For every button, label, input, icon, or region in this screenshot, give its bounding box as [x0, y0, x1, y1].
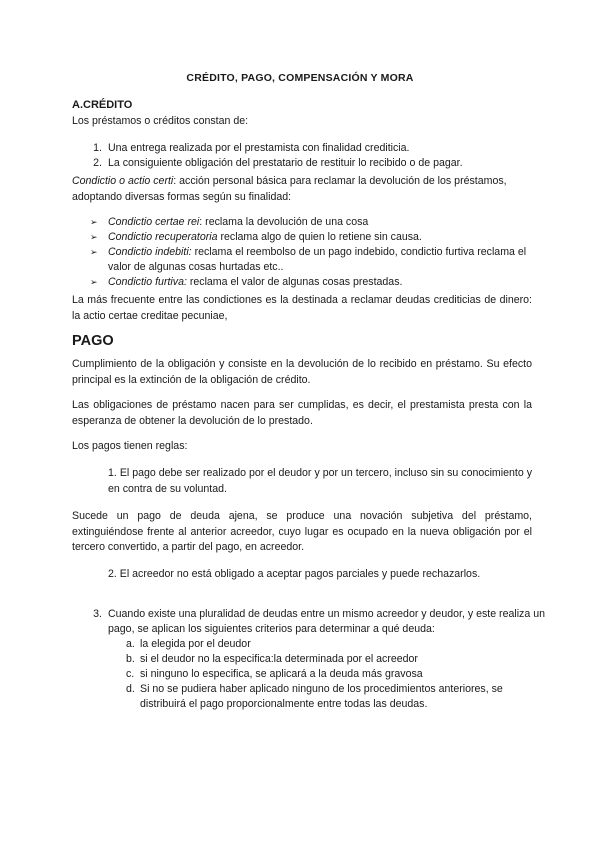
document-title: CRÉDITO, PAGO, COMPENSACIÓN Y MORA — [186, 72, 414, 84]
bullet-text: reclama algo de quien lo retiene sin causa. — [217, 230, 422, 243]
criteria-item — [126, 637, 532, 653]
criteria-letter: c. — [126, 667, 135, 680]
pago-paragraph-3: Los pagos tienen reglas: — [72, 440, 188, 452]
bullet-item — [90, 230, 530, 246]
list-number: 1. — [93, 141, 102, 154]
list-number: 3. — [93, 607, 102, 620]
arrow-bullet-icon: ➢ — [90, 216, 98, 227]
section-heading-credito: A.CRÉDITO — [72, 99, 133, 111]
condictio-paragraph — [72, 174, 532, 205]
bullet-text: : reclama la devolución de una cosa — [199, 215, 369, 228]
rule-3 — [84, 607, 556, 638]
criteria-item — [126, 667, 532, 683]
arrow-bullet-icon: ➢ — [90, 246, 98, 257]
pago-paragraph-2: Las obligaciones de préstamo nacen para ser cumplidas, es decir, el prestamista presta con la esperanza de obtener la devolución de lo prestado. — [72, 399, 532, 427]
list-item-text: Una entrega realizada por el prestamista con finalidad crediticia. — [108, 141, 410, 154]
criteria-letter: a. — [126, 637, 135, 650]
criteria-text: si el deudor no la especifica:la determinada por el acreedor — [140, 652, 418, 665]
credito-closing: La más frecuente entre las condictiones es la destinada a reclamar deudas crediticias de dinero: la actio certae creditae pecuniae, — [72, 294, 532, 322]
bullet-item — [90, 275, 530, 291]
criteria-item — [126, 652, 532, 668]
condictio-text: : acción personal básica para reclamar la devolución de los préstamos, adoptando diversas formas según su finalidad: — [72, 175, 507, 203]
criteria-text: Si no se pudiera haber aplicado ninguno de los procedimientos anteriores, se distribuirá el pago proporcionalmente entre todas las deudas. — [140, 682, 503, 711]
list-item-text: La consiguiente obligación del prestatario de restituir lo recibido o de pagar. — [108, 156, 463, 169]
pago-paragraph-1: Cumplimiento de la obligación y consiste en la devolución de lo recibido en préstamo. Su efecto principal es la extinción de la obligación de crédito. — [72, 358, 532, 386]
list-number: 2. — [93, 156, 102, 169]
rule-2: 2. El acreedor no está obligado a aceptar pagos parciales y puede rechazarlos. — [108, 568, 481, 580]
bullet-item — [90, 245, 548, 276]
criteria-text: la elegida por el deudor — [140, 637, 251, 650]
bullet-term: Condictio recuperatoria — [108, 230, 218, 243]
arrow-bullet-icon: ➢ — [90, 276, 98, 287]
bullet-text: reclama el reembolso de un pago indebido, condictio furtiva reclama el valor de algunas cosas hurtadas etc.. — [108, 245, 527, 274]
list-item — [84, 156, 544, 172]
criteria-letter: b. — [126, 652, 135, 665]
bullet-text: reclama el valor de algunas cosas prestadas. — [186, 275, 403, 288]
section-heading-pago: PAGO — [72, 333, 114, 349]
criteria-item — [126, 682, 546, 713]
list-item — [84, 141, 544, 157]
rule-3-text: Cuando existe una pluralidad de deudas entre un mismo acreedor y deudor, y este realiza un pago, se aplican los siguientes criterios para determinar a qué deuda: — [108, 607, 545, 636]
bullet-term: Condictio furtiva: — [108, 275, 187, 288]
rule-1: 1. El pago debe ser realizado por el deudor y por un tercero, incluso sin su conocimiento y en contra de su voluntad. — [108, 467, 532, 495]
criteria-letter: d. — [126, 682, 135, 695]
criteria-text: si ninguno lo especifica, se aplicará a la deuda más gravosa — [140, 667, 423, 680]
condictio-term: Condictio o actio certi — [72, 175, 174, 187]
pago-paragraph-4: Sucede un pago de deuda ajena, se produce una novación subjetiva del préstamo, extinguiéndose frente al anterior acreedor, cuyo lugar es ocupado en la nueva obligación por el tercero convertido, a partir del pago, en acreedor. — [72, 510, 532, 553]
bullet-item — [90, 215, 530, 231]
bullet-term: Condictio indebiti: — [108, 245, 192, 258]
credito-intro: Los préstamos o créditos constan de: — [72, 115, 249, 127]
bullet-term: Condictio certae rei — [108, 215, 200, 228]
arrow-bullet-icon: ➢ — [90, 231, 98, 242]
